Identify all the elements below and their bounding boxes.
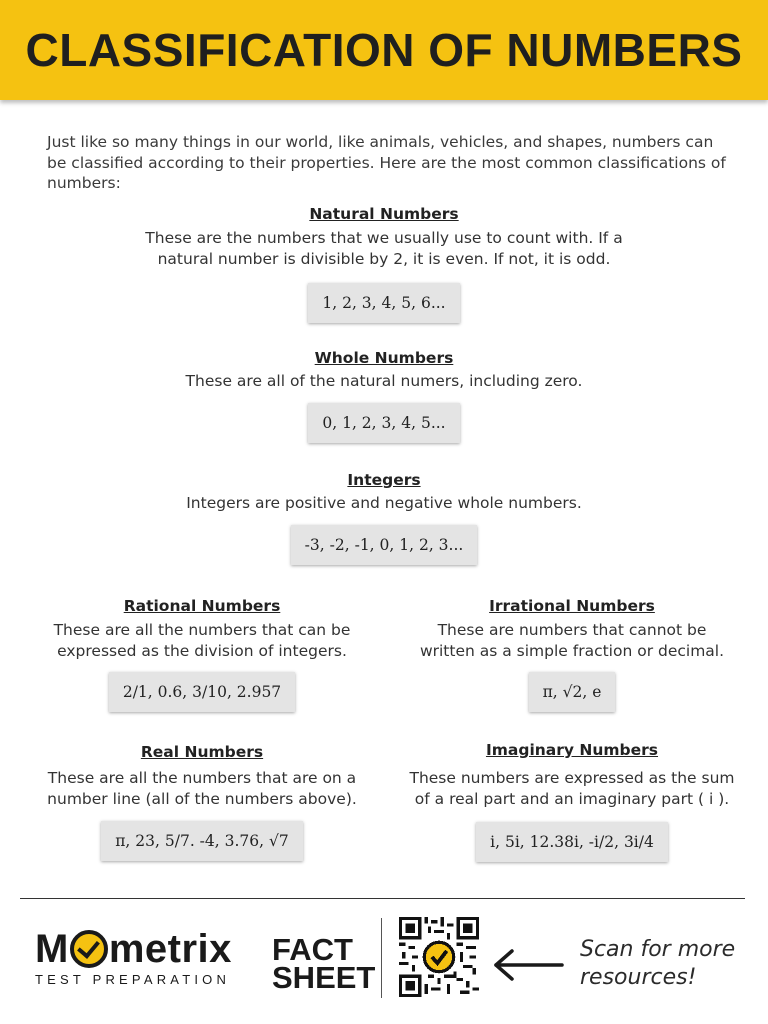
section-imaginary-numbers <box>392 741 752 862</box>
example-box: 1, 2, 3, 4, 5, 6... <box>308 283 459 323</box>
footer-divider <box>20 898 745 899</box>
section-title: Natural Numbers <box>309 205 459 223</box>
section-title: Rational Numbers <box>123 597 281 615</box>
example-box: 2/1, 0.6, 3/10, 2.957 <box>109 672 295 712</box>
section-natural-numbers <box>134 205 634 323</box>
section-integers <box>134 471 634 565</box>
example-box: 0, 1, 2, 3, 4, 5... <box>308 403 459 443</box>
section-whole-numbers <box>134 349 634 443</box>
example-box: i, 5i, 12.38i, -i/2, 3i/4 <box>476 822 668 862</box>
section-description: These are all the numbers that can be expressed as the division of integers. <box>53 621 351 660</box>
intro-paragraph: Just like so many things in our world, like animals, vehicles, and shapes, numbers can be classified according to their properties. Here are the most common classifications of numbers: <box>47 133 726 192</box>
section-description: These numbers are expressed as the sum of a real part and an imaginary part ( i ). <box>409 769 735 808</box>
arrow-left-icon <box>492 948 564 982</box>
fact-sheet-label: FACT SHEET <box>272 932 376 995</box>
qr-code-icon[interactable] <box>399 917 479 997</box>
section-irrational-numbers <box>392 597 752 712</box>
section-description: These are numbers that cannot be written as a simple fraction or decimal. <box>419 621 725 660</box>
example-box: π, √2, e <box>529 672 616 712</box>
scan-prompt: Scan for more resources! <box>580 937 736 990</box>
page-title: CLASSIFICATION OF NUMBERS <box>25 24 743 76</box>
section-description: These are all the numbers that are on a number line (all of the numbers above). <box>47 769 357 808</box>
section-title: Imaginary Numbers <box>485 741 659 759</box>
section-title: Whole Numbers <box>314 349 454 367</box>
section-description: Integers are positive and negative whole numbers. <box>186 494 582 512</box>
section-description: These are the numbers that we usually use to count with. If a natural number is divisible by 2, it is even. If not, it is odd. <box>145 229 623 268</box>
section-description: These are all of the natural numers, including zero. <box>185 372 583 390</box>
footer-separator <box>381 918 382 998</box>
section-title: Integers <box>347 471 421 489</box>
logo-wordmark: M metrix <box>35 927 232 971</box>
example-box: π, 23, 5/7. -4, 3.76, √7 <box>101 821 302 861</box>
section-rational-numbers <box>32 597 372 712</box>
section-title: Irrational Numbers <box>489 597 655 615</box>
mometrix-logo <box>35 928 260 987</box>
check-circle-icon <box>70 930 108 968</box>
logo-tagline: TEST PREPARATION <box>35 972 231 987</box>
header-banner <box>0 0 768 100</box>
section-title: Real Numbers <box>140 743 264 761</box>
example-box: -3, -2, -1, 0, 1, 2, 3... <box>291 525 478 565</box>
section-real-numbers <box>32 743 372 861</box>
